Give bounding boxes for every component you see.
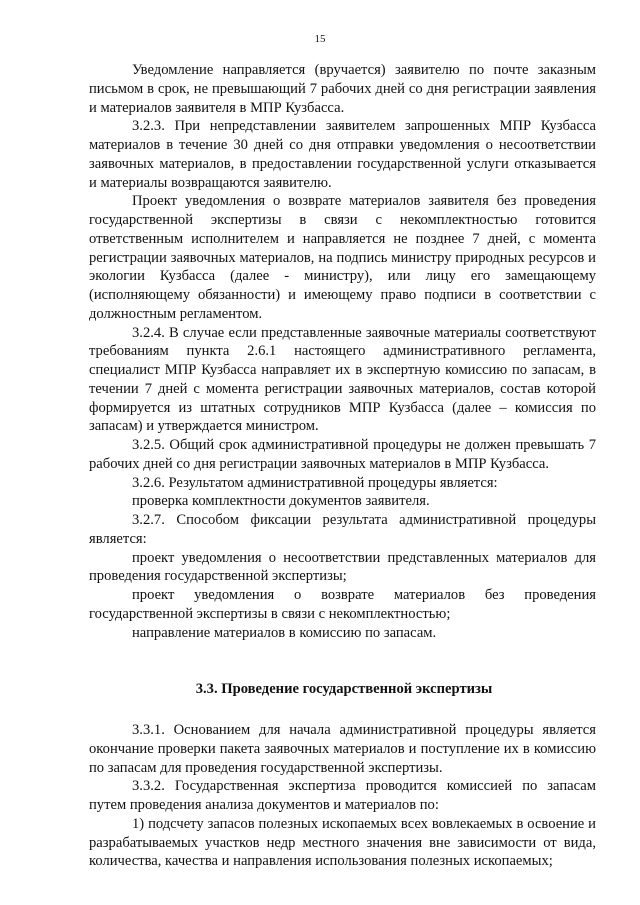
paragraph-result-item: проверка комплектности документов заявителя. xyxy=(132,493,430,510)
paragraph-fixation-item-3: направление материалов в комиссию по запасам. xyxy=(132,624,437,641)
paragraph-3-2-5: 3.2.5. Общий срок административной процедуры не должен превышать 7 рабочих дней со дня регистрации заявочных материалов в МПР Кузбасса. xyxy=(89,437,596,472)
paragraph-3-3-1: 3.3.1. Основанием для начала административной процедуры является окончание проверки пакета заявочных материалов и поступление их в комиссию по запасам для проведения государственной экспертизы. xyxy=(89,722,596,776)
section-heading-3-3: 3.3. Проведение государственной экспертизы xyxy=(195,681,493,698)
paragraph-return-notice-project: Проект уведомления о возврате материалов заявителя без проведения государственной экспертизы в связи с некомплектностью готовится ответственным исполнителем и направляется не позднее 7 дней, с момента регистрации заявочных материалов, на подпись министру природных ресурсов и экологии Кузбасса (далее - министру), или лицу его замещающему (исполняющему обязанности) и имеющему право подписи в соответствии с должностным регламентом. xyxy=(89,193,596,322)
document-body xyxy=(89,61,596,871)
paragraph-3-2-4: 3.2.4. В случае если представленные заявочные материалы соответствуют требованиям пункта 2.6.1 настоящего административного регламента, специалист МПР Кузбасса направляет их в экспертную комиссию по запасам, в течении 7 дней с момента регистрации заявочных материалов, состав которой формируется из штатных сотрудников МПР Кузбасса (далее – комиссия по запасам) и утверждается министром. xyxy=(89,324,596,435)
paragraph-notification-sending: Уведомление направляется (вручается) заявителю по почте заказным письмом в срок, не превышающий 7 рабочих дней со дня регистрации заявления и материалов заявителя в МПР Кузбасса. xyxy=(89,62,596,116)
paragraph-3-2-7: 3.2.7. Способом фиксации результата административной процедуры является: xyxy=(89,512,596,547)
paragraph-fixation-item-2: проект уведомления о возврате материалов без проведения государственной экспертизы в связи с некомплектностью; xyxy=(89,587,596,622)
paragraph-3-2-3: 3.2.3. При непредставлении заявителем запрошенных МПР Кузбасса материалов в течение 30 дней со дня отправки уведомления о несоответствии заявочных материалов, в предоставлении государственной услуги отказывается и материалы возвращаются заявителю. xyxy=(89,118,596,191)
paragraph-fixation-item-1: проект уведомления о несоответствии представленных материалов для проведения государственной экспертизы; xyxy=(89,549,596,585)
paragraph-3-2-6: 3.2.6. Результатом административной процедуры является: xyxy=(132,474,498,491)
page-number: 15 xyxy=(314,33,326,45)
paragraph-list-item-1: 1) подсчету запасов полезных ископаемых всех вовлекаемых в освоение и разрабатываемых участков недр местного значения вне зависимости от вида, количества, качества и направления использования полезных ископаемых; xyxy=(89,815,596,870)
paragraph-3-3-2: 3.3.2. Государственная экспертиза проводится комиссией по запасам путем проведения анализа документов и материалов по: xyxy=(89,778,596,813)
